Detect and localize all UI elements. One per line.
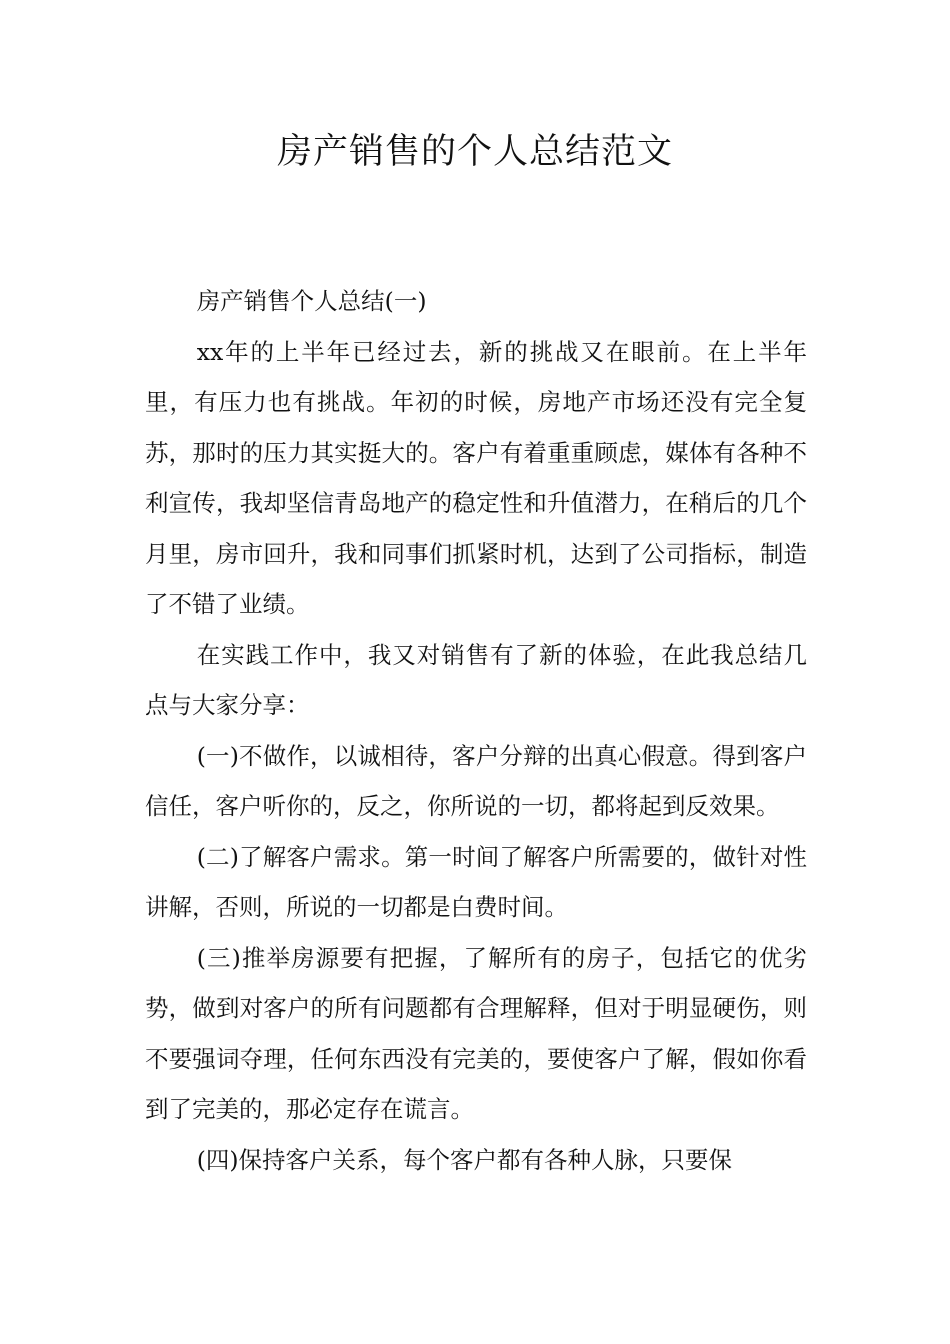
document-title: 房产销售的个人总结范文 bbox=[276, 132, 673, 172]
section-heading: 房产销售个人总结(一) bbox=[196, 287, 427, 315]
list-paragraph: (三)推举房源要有把握，了解所有的房子，包括它的优劣势，做到对客户的所有问题都有合理解释，但对于明显硬伤，则不要强词夺理，任何东西没有完美的，要使客户了解，假如你看到了完美的，那必定存在谎言。 bbox=[145, 943, 807, 1123]
list-paragraph: (一)不做作，以诚相待，客户分辩的出真心假意。得到客户信任，客户听你的，反之，你所说的一切，都将起到反效果。 bbox=[145, 741, 807, 820]
document-body bbox=[145, 276, 807, 1185]
list-paragraph: (二)了解客户需求。第一时间了解客户所需要的，做针对性讲解，否则，所说的一切都是白费时间。 bbox=[145, 842, 807, 921]
list-paragraph: (四)保持客户关系，每个客户都有各种人脉，只要保 bbox=[196, 1145, 733, 1174]
body-paragraph: xx年的上半年已经过去，新的挑战又在眼前。在上半年里，有压力也有挑战。年初的时候，房地产市场还没有完全复苏，那时的压力其实挺大的。客户有着重重顾虑，媒体有各种不利宣传，我却坚信青岛地产的稳定性和升值潜力，在稍后的几个月里，房市回升，我和同事们抓紧时机，达到了公司指标，制造了不错了业绩。 bbox=[145, 337, 807, 618]
body-paragraph: 在实践工作中，我又对销售有了新的体验，在此我总结几点与大家分享： bbox=[145, 640, 807, 719]
